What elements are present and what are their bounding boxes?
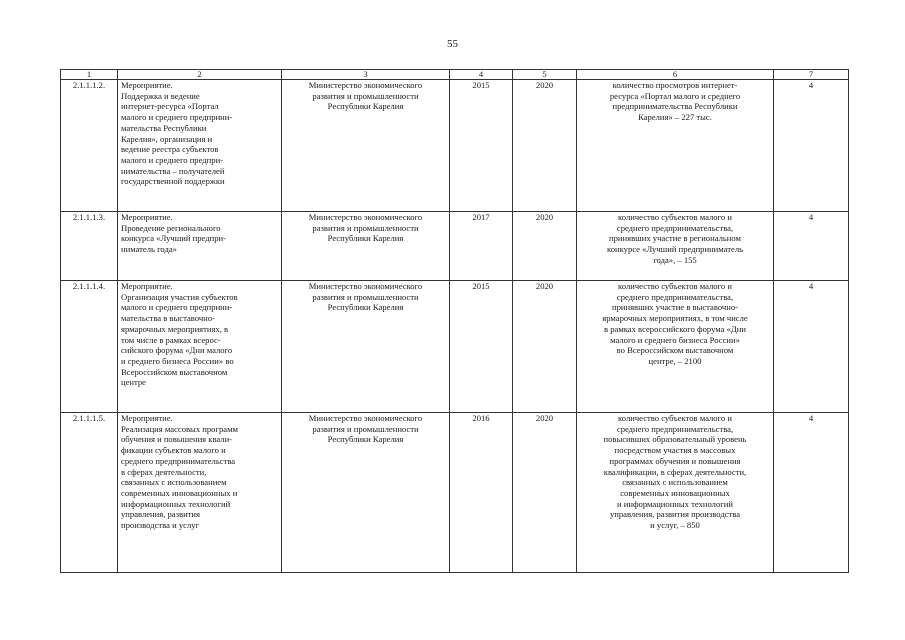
result-indicator-line: связанных с использованием <box>622 477 728 488</box>
indicator-code: 4 <box>774 281 849 413</box>
result-indicator-line: посредством участия в массовых <box>614 445 736 456</box>
executor <box>282 212 450 281</box>
activity-description-line: нимательства – получателей <box>121 165 225 176</box>
result-indicator-line: повысивших образовательный уровень <box>603 434 747 445</box>
activity-description-line: обучения и повышения квали- <box>121 434 233 445</box>
item-number: 2.1.1.1.3. <box>61 212 118 281</box>
executor-line: Республики Карелия <box>327 434 404 445</box>
executor-line: Министерство экономического <box>308 281 423 291</box>
activity-description-line: конкурса «Лучший предпри- <box>121 233 226 244</box>
activity-description-line: малого и среднего предприни- <box>121 302 233 313</box>
executor-line: Министерство экономического <box>308 413 423 423</box>
result-indicator-line: количество субъектов малого и <box>618 413 732 423</box>
item-number: 2.1.1.1.5. <box>61 413 118 573</box>
result-indicator-line: центре, – 2100 <box>648 355 702 366</box>
result-indicator <box>577 212 774 281</box>
table-row <box>61 212 849 281</box>
header-col-5: 5 <box>513 70 577 80</box>
executor-line: Республики Карелия <box>327 233 404 244</box>
program-activities-table <box>60 69 849 573</box>
activity-description-line: ведение реестра субъектов <box>121 144 219 155</box>
executor <box>282 281 450 413</box>
activity-description-line: ниматель года» <box>121 244 177 255</box>
activity-description-line: связанных с использованием <box>121 477 227 488</box>
header-col-1: 1 <box>61 70 118 80</box>
result-indicator-line: малого и среднего бизнеса России» <box>610 334 740 345</box>
table-row <box>61 413 849 573</box>
result-indicator-line: ресурса «Портал малого и среднего <box>609 90 741 101</box>
header-col-2: 2 <box>118 70 282 80</box>
indicator-code: 4 <box>774 413 849 573</box>
executor-line: развития и промышленности <box>312 90 419 101</box>
result-indicator-line: предпринимательства Республики <box>612 101 738 112</box>
result-indicator-line: года», – 155 <box>653 254 697 265</box>
result-indicator <box>577 281 774 413</box>
executor-line: развития и промышленности <box>312 291 419 302</box>
activity-description-line: современных инновационных и <box>121 487 238 498</box>
executor <box>282 80 450 212</box>
result-indicator-line: квалификации, в сферах деятельности, <box>603 466 747 477</box>
result-indicator-line: среднего предпринимательства, <box>616 423 734 434</box>
activity-description-line: управления, развития <box>121 509 200 520</box>
result-indicator <box>577 80 774 212</box>
activity-description-line: малого и среднего предприни- <box>121 112 233 123</box>
activity-description-line: Мероприятие. <box>121 80 173 90</box>
end-year: 2020 <box>513 281 577 413</box>
result-indicator-line: количество субъектов малого и <box>618 212 732 222</box>
result-indicator-line: современных инновационных <box>620 487 730 498</box>
table-row <box>61 281 849 413</box>
header-col-7: 7 <box>774 70 849 80</box>
executor-line: развития и промышленности <box>312 222 419 233</box>
result-indicator-line: во Всероссийском выставочном <box>616 345 734 356</box>
header-row <box>61 70 849 80</box>
end-year: 2020 <box>513 413 577 573</box>
activity-description-line: государственной поддержки <box>121 176 225 187</box>
result-indicator <box>577 413 774 573</box>
start-year: 2017 <box>450 212 513 281</box>
result-indicator-line: количество субъектов малого и <box>618 281 732 291</box>
result-indicator-line: среднего предпринимательства, <box>616 291 734 302</box>
header-col-3: 3 <box>282 70 450 80</box>
table-row <box>61 80 849 212</box>
activity-description-line: ярмарочных мероприятиях, в <box>121 323 229 334</box>
executor-line: Республики Карелия <box>327 302 404 313</box>
start-year: 2015 <box>450 80 513 212</box>
start-year: 2015 <box>450 281 513 413</box>
indicator-code: 4 <box>774 80 849 212</box>
end-year: 2020 <box>513 212 577 281</box>
item-number: 2.1.1.1.2. <box>61 80 118 212</box>
result-indicator-line: принявших участие в выставочно- <box>611 302 738 313</box>
end-year: 2020 <box>513 80 577 212</box>
result-indicator-line: ярмарочных мероприятиях, в том числе <box>602 313 748 324</box>
activity-description-line: том числе в рамках всерос- <box>121 334 221 345</box>
result-indicator-line: в рамках всероссийского форума «Дни <box>604 323 746 334</box>
activity-description-line: сийского форума «Дни малого <box>121 345 233 356</box>
result-indicator-line: программах обучения и повышения <box>609 455 741 466</box>
item-number: 2.1.1.1.4. <box>61 281 118 413</box>
header-col-6: 6 <box>577 70 774 80</box>
result-indicator-line: среднего предпринимательства, <box>616 222 734 233</box>
activity-description-line: в сферах деятельности, <box>121 466 207 477</box>
activity-description-line: Поддержка и ведение <box>121 90 200 101</box>
activity-description-line: фикации субъектов малого и <box>121 445 226 456</box>
activity-description-line: Мероприятие. <box>121 212 173 222</box>
executor-line: развития и промышленности <box>312 423 419 434</box>
result-indicator-line: Карелия» – 227 тыс. <box>638 112 712 123</box>
header-col-4: 4 <box>450 70 513 80</box>
result-indicator-line: управления, развития производства <box>609 509 741 520</box>
activity-description-line: производства и услуг <box>121 520 200 531</box>
start-year: 2016 <box>450 413 513 573</box>
result-indicator-line: и услуг, – 850 <box>650 520 700 531</box>
activity-description <box>118 212 282 281</box>
result-indicator-line: принявших участие в региональном <box>609 233 741 244</box>
activity-description-line: малого и среднего предпри- <box>121 154 224 165</box>
activity-description <box>118 413 282 573</box>
activity-description-line: Мероприятие. <box>121 413 173 423</box>
result-indicator-line: количество просмотров интернет- <box>612 80 738 90</box>
activity-description-line: информационных технологий <box>121 498 231 509</box>
activity-description-line: Всероссийском выставочном <box>121 366 228 377</box>
activity-description-line: Проведение регионального <box>121 222 221 233</box>
indicator-code: 4 <box>774 212 849 281</box>
activity-description-line: Мероприятие. <box>121 281 173 291</box>
activity-description-line: Карелия», организация и <box>121 133 213 144</box>
activity-description-line: Реализация массовых программ <box>121 423 238 434</box>
executor-line: Республики Карелия <box>327 101 404 112</box>
activity-description-line: мательства Республики <box>121 122 207 133</box>
executor-line: Министерство экономического <box>308 212 423 222</box>
activity-description-line: и среднего бизнеса России» во <box>121 355 234 366</box>
activity-description <box>118 80 282 212</box>
executor <box>282 413 450 573</box>
activity-description <box>118 281 282 413</box>
activity-description-line: среднего предпринимательства <box>121 455 236 466</box>
page-number: 55 <box>447 38 458 50</box>
result-indicator-line: конкурсе «Лучший предприниматель <box>606 244 744 255</box>
activity-description-line: Организация участия субъектов <box>121 291 238 302</box>
activity-description-line: мательства в выставочно- <box>121 313 215 324</box>
activity-description-line: интернет-ресурса «Портал <box>121 101 219 112</box>
executor-line: Министерство экономического <box>308 80 423 90</box>
activity-description-line: центре <box>121 377 146 388</box>
result-indicator-line: и информационных технологий <box>617 498 733 509</box>
